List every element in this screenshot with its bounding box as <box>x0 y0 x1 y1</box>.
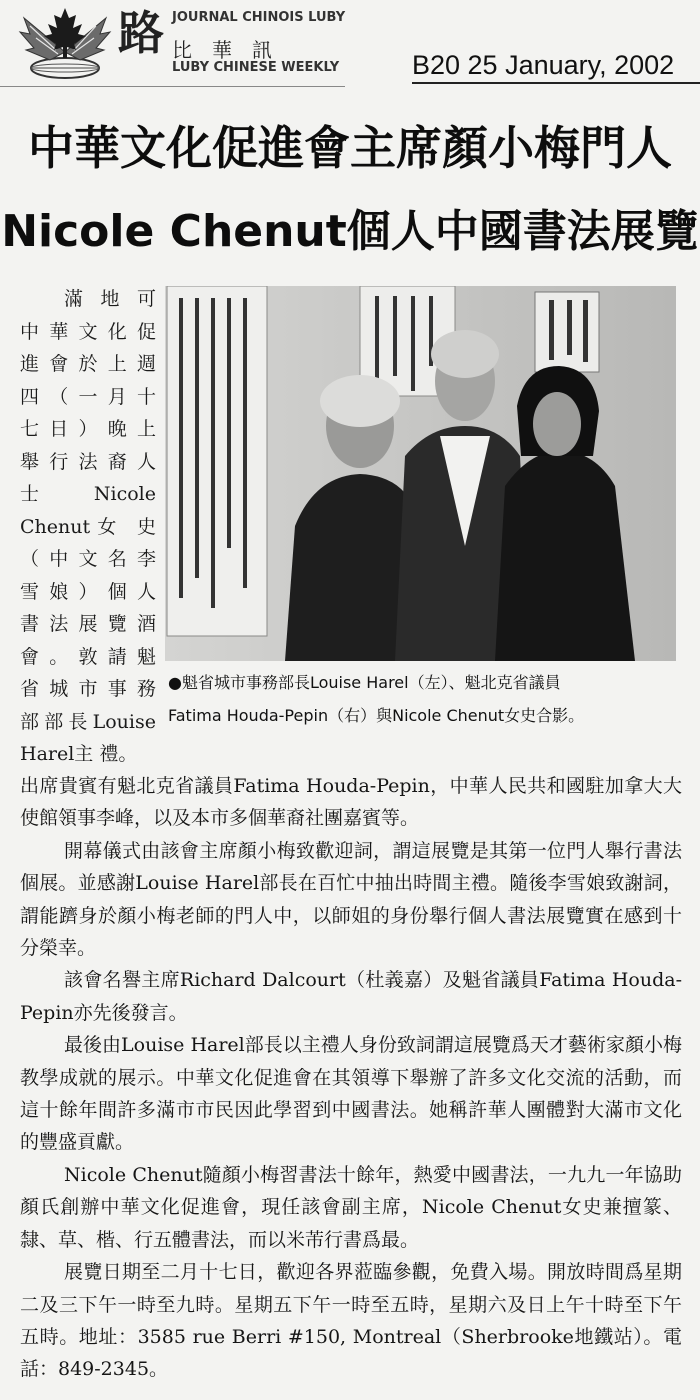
lead-line: 書法展覽酒 <box>20 613 156 635</box>
masthead-english-name: LUBY CHINESE WEEKLY <box>172 60 340 75</box>
lead-line: 會。敦請魁 <box>20 645 156 668</box>
headline-line-1: 中華文化促進會主席顏小梅門人 <box>28 121 672 175</box>
maple-leaf-wings-logo-icon <box>16 4 114 84</box>
caption-line-1: ●魁省城市事務部長Louise Harel（左）、魁北克省議員 <box>168 673 561 692</box>
headline-line-2: Nicole Chenut個人中國書法展覽 <box>1 206 699 257</box>
masthead-french-name: JOURNAL CHINOIS LUBY <box>172 10 346 25</box>
dateline-underline <box>412 82 700 84</box>
article-paragraph: 展覽日期至二月十七日，歡迎各界蒞臨參觀，免費入場。開放時間爲星期二及三下午一時至九時。星期五下午一時至五時，星期六及日上午十時至下午五時。地址：3585 rue Berri #150, Montreal（Sherbrooke地鐵站）。電話：849-2345。 <box>20 1261 682 1381</box>
article-paragraph: 開幕儀式由該會主席顏小梅致歡迎詞，謂這展覽是其第一位門人舉行書法個展。並感謝Louise Harel部長在百忙中抽出時間主禮。隨後李雪娘致謝詞，謂能躋身於顏小梅老師的門人中，以師姐的身份舉行個人書法展覽實在感到十分榮幸。 <box>20 839 682 960</box>
lead-line: 舉行法裔人 <box>20 450 156 473</box>
masthead <box>0 0 700 95</box>
lead-line: Harel主 禮。 <box>20 743 138 765</box>
lead-line: 省城市事務 <box>20 678 156 700</box>
article-paragraph: 該會名譽主席Richard Dalcourt（杜義嘉）及魁省議員Fatima Houda-Pepin亦先後發言。 <box>20 969 682 1024</box>
photo-caption <box>168 666 693 732</box>
calligraphy-scroll-left <box>167 286 267 636</box>
event-photo <box>165 286 676 661</box>
lead-column <box>20 283 156 771</box>
lead-line: 部部長Louise <box>20 710 156 733</box>
lead-line: 滿地可 <box>64 288 156 310</box>
article-body <box>20 770 682 1386</box>
lead-line: 七日）晚上 <box>20 418 156 440</box>
lead-line: （中文名李 <box>20 548 156 570</box>
masthead-chinese-name: 比華訊 <box>172 38 292 62</box>
caption-line-2: Fatima Houda-Pepin（右）與Nicole Chenut女史合影。 <box>168 706 585 725</box>
masthead-lu-character: 路 <box>118 6 164 60</box>
lead-line: Chenut女 史 <box>20 515 156 538</box>
article-paragraph: 最後由Louise Harel部長以主禮人身份致詞謂這展覽爲天才藝術家顏小梅教學成就的展示。中華文化促進會在其領導下舉辦了許多文化交流的活動，而這十餘年間許多滿市市民因此學習到中國書法。她稱許華人團體對大滿市文化的豐盛貢獻。 <box>20 1034 682 1154</box>
lead-line: 四（一月十 <box>20 385 156 408</box>
lead-line: 中華文化促 <box>20 320 156 343</box>
page-dateline: B20 25 January, 2002 <box>412 50 675 80</box>
lead-line: 雪娘）個人 <box>20 580 156 603</box>
lead-line: 士 Nicole <box>20 483 156 505</box>
lead-line: 進會於上週 <box>20 353 156 375</box>
article-paragraph: Nicole Chenut隨顏小梅習書法十餘年，熱愛中國書法，一九九一年協助顏氏創辦中華文化促進會，現任該會副主席，Nicole Chenut女史兼擅篆、隸、草、楷、行五體書法，而以米芾行書爲最。 <box>20 1163 682 1251</box>
event-photo-illustration <box>165 286 676 661</box>
masthead-divider <box>0 86 345 87</box>
article-paragraph: 出席貴賓有魁北克省議員Fatima Houda-Pepin，中華人民共和國駐加拿大大使館領事李峰，以及本市多個華裔社團嘉賓等。 <box>20 775 682 830</box>
